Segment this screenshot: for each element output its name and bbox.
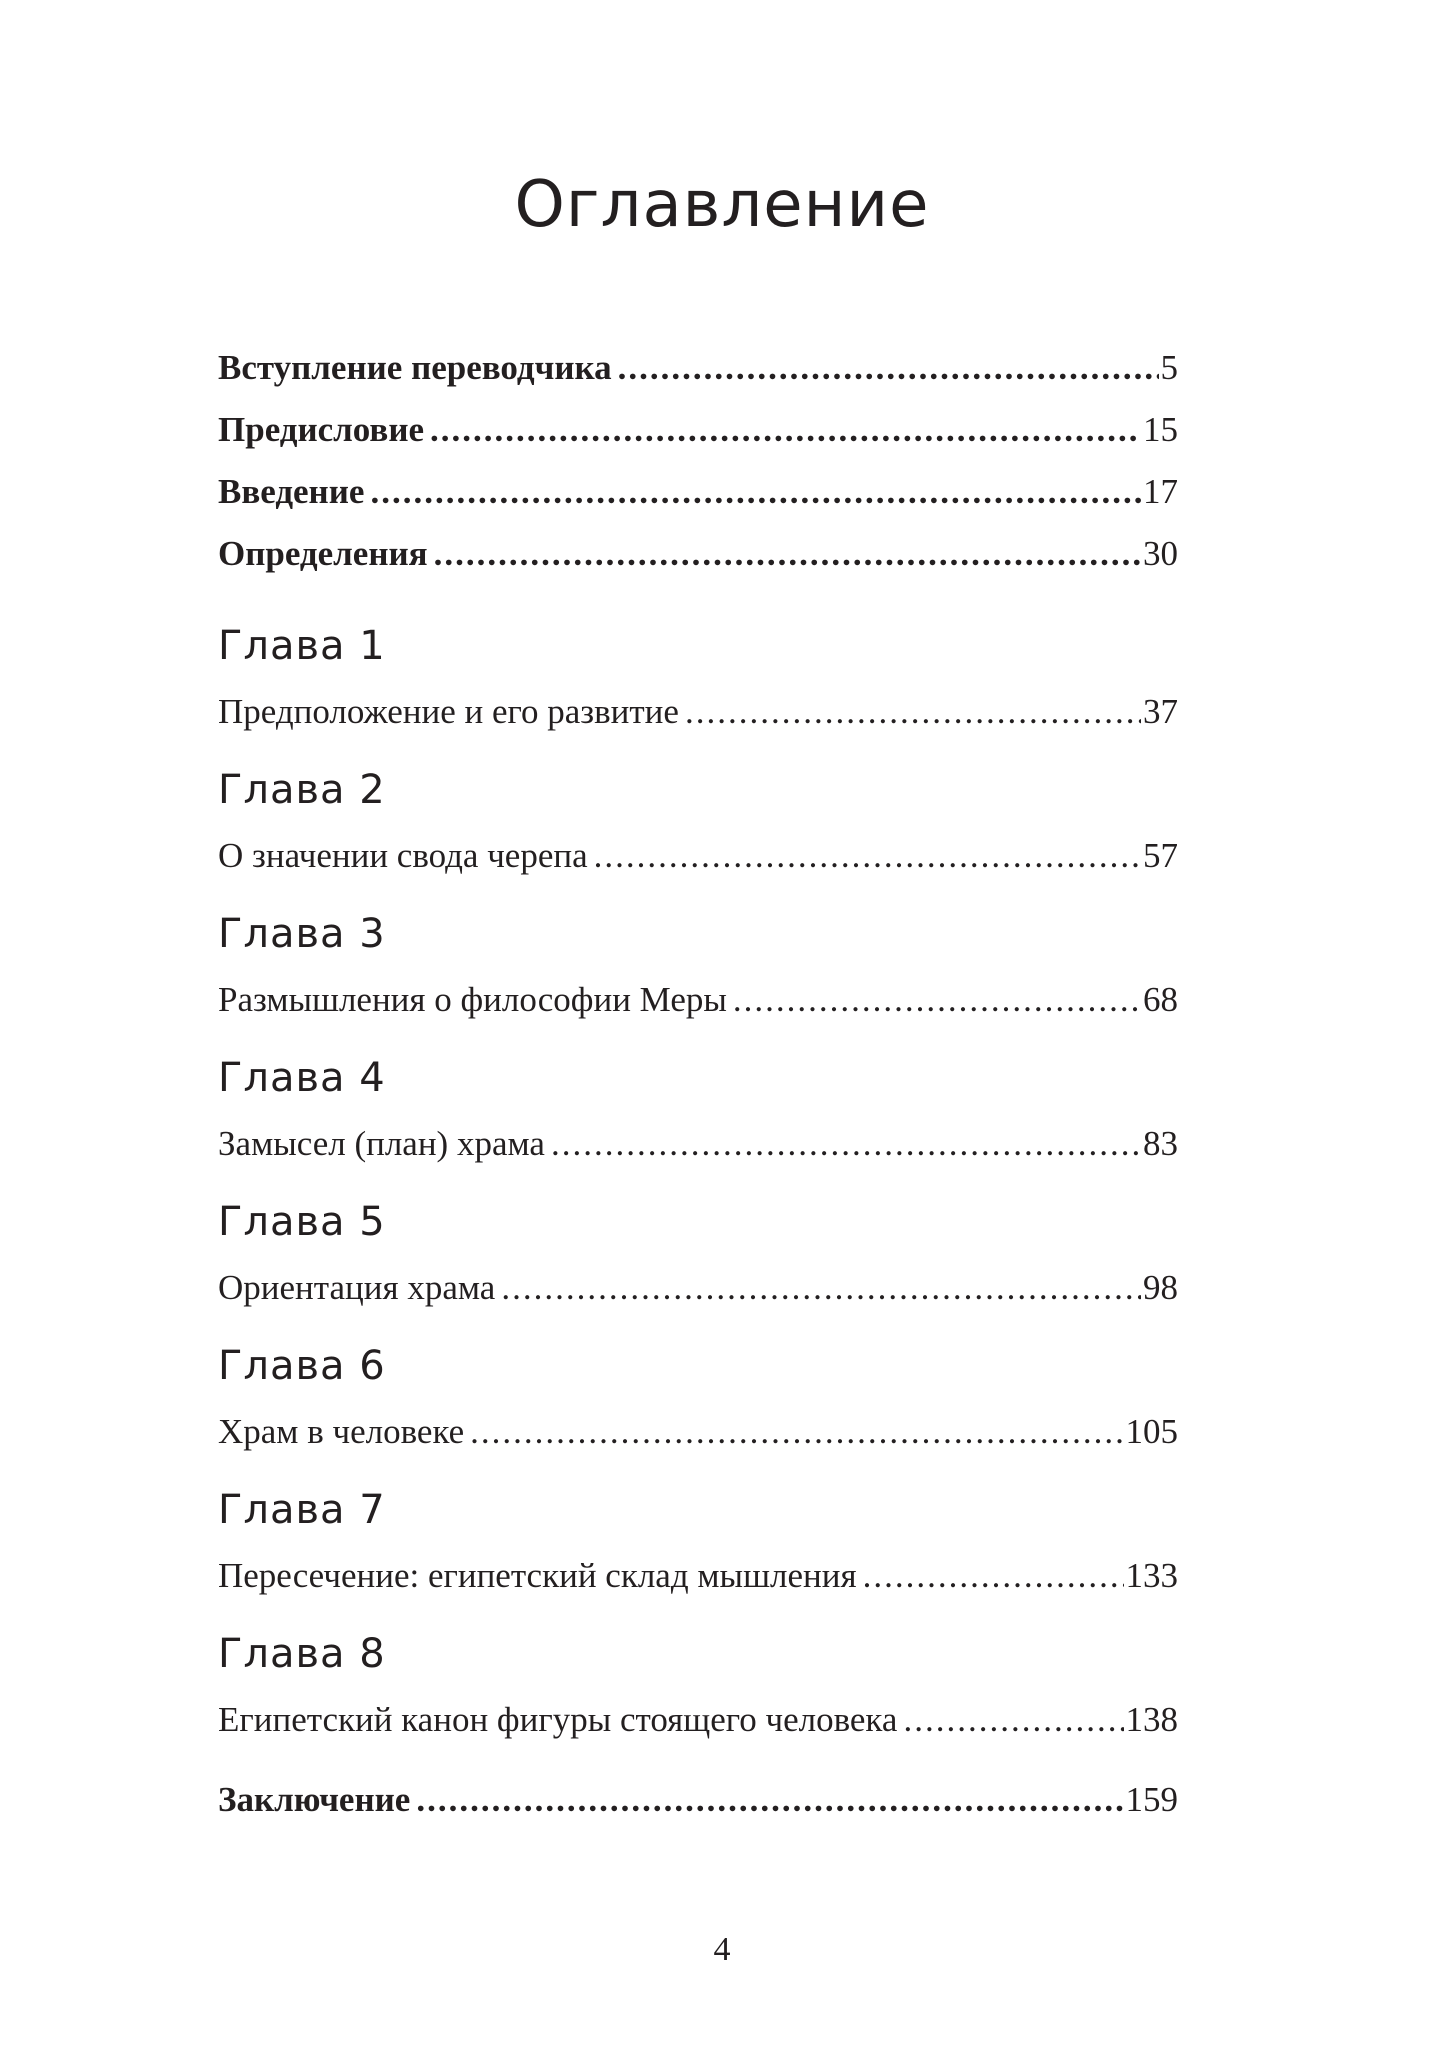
toc-entry-label: Определения	[218, 534, 428, 573]
dot-leader	[430, 406, 1141, 454]
dot-leader	[594, 832, 1141, 880]
toc-entry-conclusion[interactable]	[218, 1776, 1178, 1824]
toc-entry-chapter-8[interactable]	[218, 1696, 1178, 1744]
toc-entry-page: 159	[1125, 1780, 1178, 1819]
toc-entry-label: Заключение	[218, 1780, 411, 1819]
toc-entry-label: Замысел (план) храма	[218, 1124, 545, 1163]
page-number: 4	[713, 1931, 731, 1968]
toc-entry-chapter-5[interactable]	[218, 1264, 1178, 1312]
toc-entry-page: 17	[1143, 472, 1178, 511]
chapter-heading: Глава 7	[218, 1487, 386, 1533]
toc-entry-label: Предположение и его развитие	[218, 692, 679, 731]
toc-entry-label: Предисловие	[218, 410, 425, 449]
toc-entry-page: 30	[1143, 534, 1178, 573]
dot-leader	[470, 1408, 1123, 1456]
page-title: Оглавление	[514, 168, 930, 242]
chapter-heading: Глава 2	[218, 767, 386, 813]
toc-entry-page: 15	[1143, 410, 1178, 449]
toc-entry-chapter-7[interactable]	[218, 1552, 1178, 1600]
toc-entry-label: Размышления о философии Меры	[218, 980, 727, 1019]
toc-entry-label: Пересечение: египетский склад мышления	[218, 1556, 857, 1595]
chapter-heading: Глава 1	[218, 623, 386, 669]
toc-entry-page: 98	[1143, 1268, 1178, 1307]
dot-leader	[863, 1552, 1124, 1600]
dot-leader	[903, 1696, 1123, 1744]
chapter-heading: Глава 4	[218, 1055, 386, 1101]
toc-entry-label: Введение	[218, 472, 365, 511]
toc-entry-chapter-1[interactable]	[218, 688, 1178, 736]
toc-entry-page: 68	[1143, 980, 1178, 1019]
toc-entry-label: Ориентация храма	[218, 1268, 496, 1307]
dot-leader	[618, 344, 1159, 392]
toc-entry-chapter-3[interactable]	[218, 976, 1178, 1024]
chapter-heading: Глава 5	[218, 1199, 386, 1245]
toc-entry-definitions[interactable]	[218, 530, 1178, 578]
dot-leader	[685, 688, 1141, 736]
toc-entry-preface[interactable]	[218, 406, 1178, 454]
toc-entry-translator-intro[interactable]	[218, 344, 1178, 392]
toc-entry-page: 37	[1143, 692, 1178, 731]
toc-entry-label: Египетский канон фигуры стоящего человека	[218, 1700, 898, 1739]
dot-leader	[733, 976, 1141, 1024]
dot-leader	[551, 1120, 1141, 1168]
toc-entry-label: О значении свода черепа	[218, 836, 588, 875]
toc-entry-page: 5	[1160, 348, 1178, 387]
chapter-heading: Глава 8	[218, 1631, 386, 1677]
chapter-heading: Глава 3	[218, 911, 386, 957]
toc-entry-chapter-6[interactable]	[218, 1408, 1178, 1456]
toc-entry-introduction[interactable]	[218, 468, 1178, 516]
toc-entry-page: 83	[1143, 1124, 1178, 1163]
dot-leader	[370, 468, 1141, 516]
toc-entry-page: 138	[1125, 1700, 1178, 1739]
chapter-heading: Глава 6	[218, 1343, 386, 1389]
toc-entry-chapter-4[interactable]	[218, 1120, 1178, 1168]
toc-entry-page: 57	[1143, 836, 1178, 875]
toc-entry-chapter-2[interactable]	[218, 832, 1178, 880]
dot-leader	[416, 1776, 1123, 1824]
toc-entry-page: 133	[1125, 1556, 1178, 1595]
dot-leader	[501, 1264, 1141, 1312]
toc-entry-label: Храм в человеке	[218, 1412, 465, 1451]
dot-leader	[434, 530, 1141, 578]
toc-entry-page: 105	[1125, 1412, 1178, 1451]
toc-entry-label: Вступление переводчика	[218, 348, 612, 387]
